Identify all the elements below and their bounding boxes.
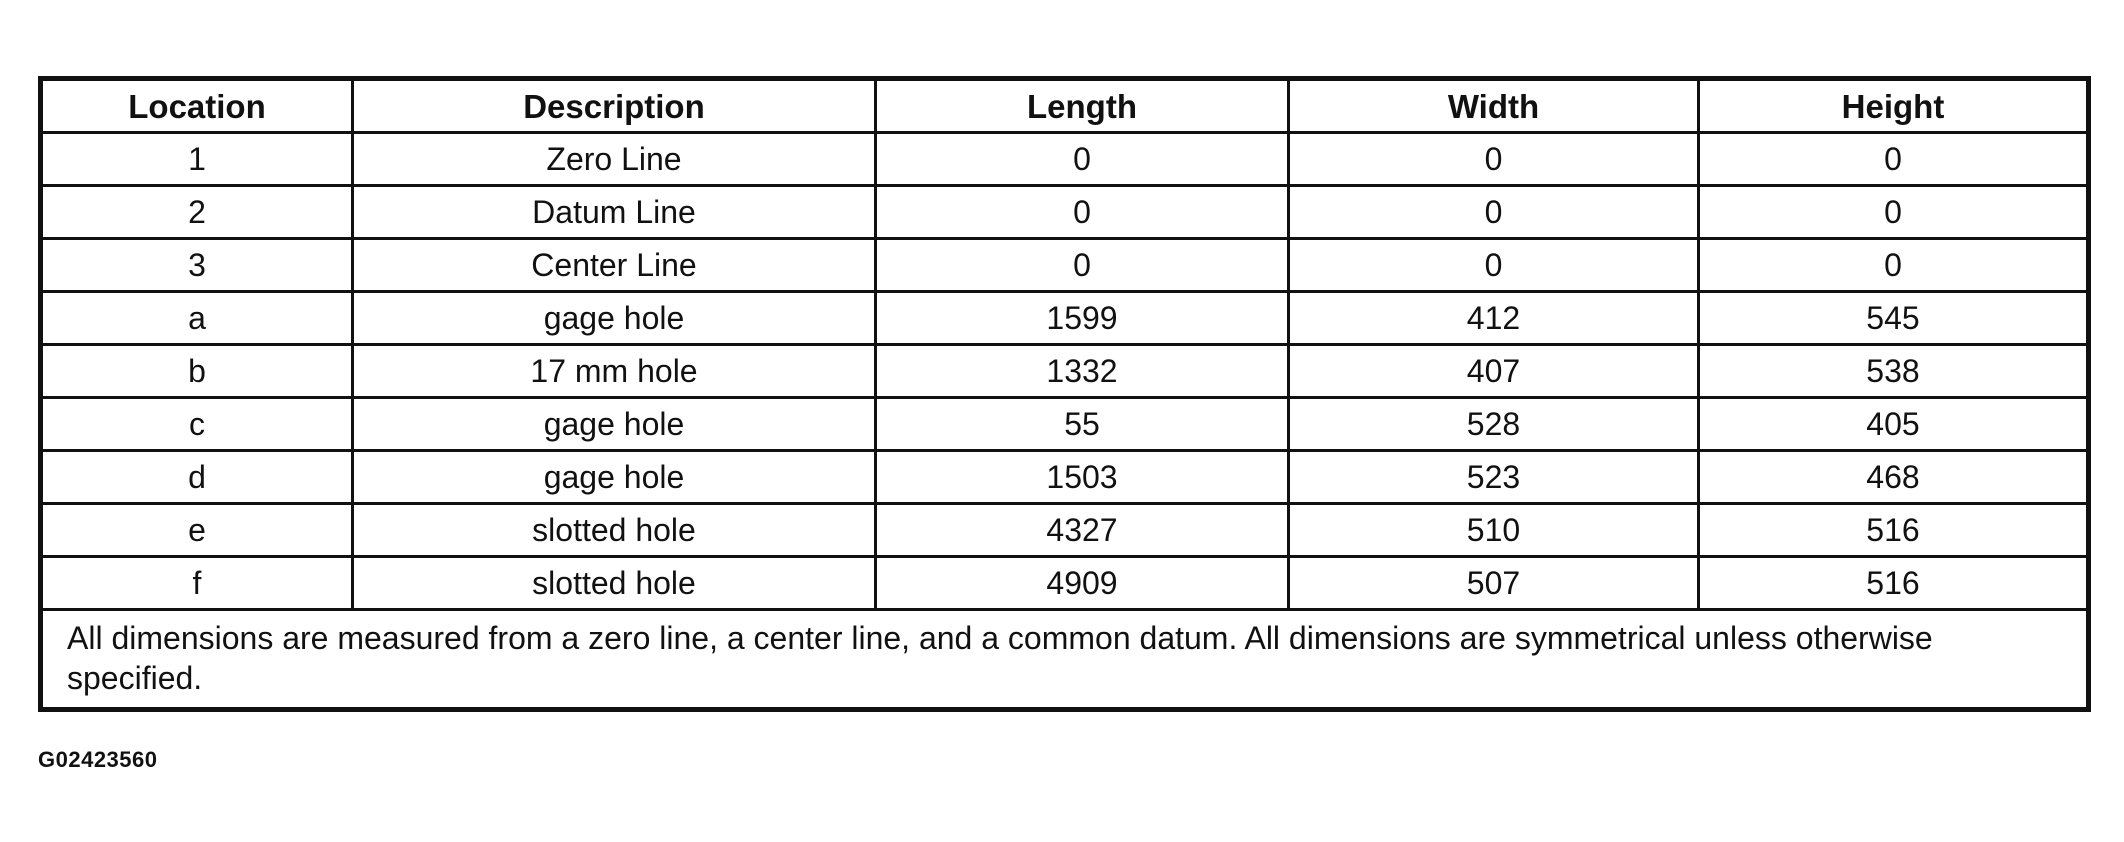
cell-height: 538 (1699, 345, 2089, 398)
cell-length: 1332 (876, 345, 1289, 398)
table-row (41, 451, 2089, 504)
table-row (41, 133, 2089, 186)
cell-length: 55 (876, 398, 1289, 451)
cell-description: slotted hole (353, 557, 876, 610)
cell-description: gage hole (353, 398, 876, 451)
table-row (41, 345, 2089, 398)
cell-length: 0 (876, 133, 1289, 186)
cell-length: 0 (876, 186, 1289, 239)
cell-location: 2 (41, 186, 353, 239)
cell-description: gage hole (353, 451, 876, 504)
table-row (41, 557, 2089, 610)
cell-height: 0 (1699, 133, 2089, 186)
cell-location: e (41, 504, 353, 557)
header-width: Width (1289, 79, 1699, 133)
cell-length: 1599 (876, 292, 1289, 345)
cell-height: 545 (1699, 292, 2089, 345)
header-location: Location (41, 79, 353, 133)
cell-location: f (41, 557, 353, 610)
cell-length: 4327 (876, 504, 1289, 557)
cell-length: 1503 (876, 451, 1289, 504)
table-note-row (41, 610, 2089, 710)
cell-description: Zero Line (353, 133, 876, 186)
cell-width: 412 (1289, 292, 1699, 345)
table-row (41, 292, 2089, 345)
cell-width: 523 (1289, 451, 1699, 504)
cell-location: 3 (41, 239, 353, 292)
cell-height: 468 (1699, 451, 2089, 504)
dimensions-table (38, 76, 2091, 712)
table-row (41, 504, 2089, 557)
header-description: Description (353, 79, 876, 133)
cell-width: 510 (1289, 504, 1699, 557)
cell-width: 528 (1289, 398, 1699, 451)
cell-height: 0 (1699, 239, 2089, 292)
cell-location: c (41, 398, 353, 451)
cell-location: b (41, 345, 353, 398)
cell-height: 405 (1699, 398, 2089, 451)
cell-length: 4909 (876, 557, 1289, 610)
table-row (41, 186, 2089, 239)
cell-description: Center Line (353, 239, 876, 292)
cell-width: 0 (1289, 186, 1699, 239)
cell-location: 1 (41, 133, 353, 186)
cell-height: 0 (1699, 186, 2089, 239)
cell-description: Datum Line (353, 186, 876, 239)
cell-height: 516 (1699, 557, 2089, 610)
cell-location: d (41, 451, 353, 504)
table-row (41, 398, 2089, 451)
cell-width: 507 (1289, 557, 1699, 610)
cell-height: 516 (1699, 504, 2089, 557)
table-header-row (41, 79, 2089, 133)
cell-width: 0 (1289, 239, 1699, 292)
cell-description: gage hole (353, 292, 876, 345)
cell-width: 0 (1289, 133, 1699, 186)
cell-description: 17 mm hole (353, 345, 876, 398)
dimensions-sheet (38, 76, 2086, 712)
cell-width: 407 (1289, 345, 1699, 398)
figure-id: G02423560 (38, 747, 158, 772)
table-row (41, 239, 2089, 292)
header-height: Height (1699, 79, 2089, 133)
header-length: Length (876, 79, 1289, 133)
cell-length: 0 (876, 239, 1289, 292)
cell-location: a (41, 292, 353, 345)
table-note: All dimensions are measured from a zero line, a center line, and a common datum. All dimensions are symmetrical unless otherwise specified. (41, 610, 2089, 710)
cell-description: slotted hole (353, 504, 876, 557)
